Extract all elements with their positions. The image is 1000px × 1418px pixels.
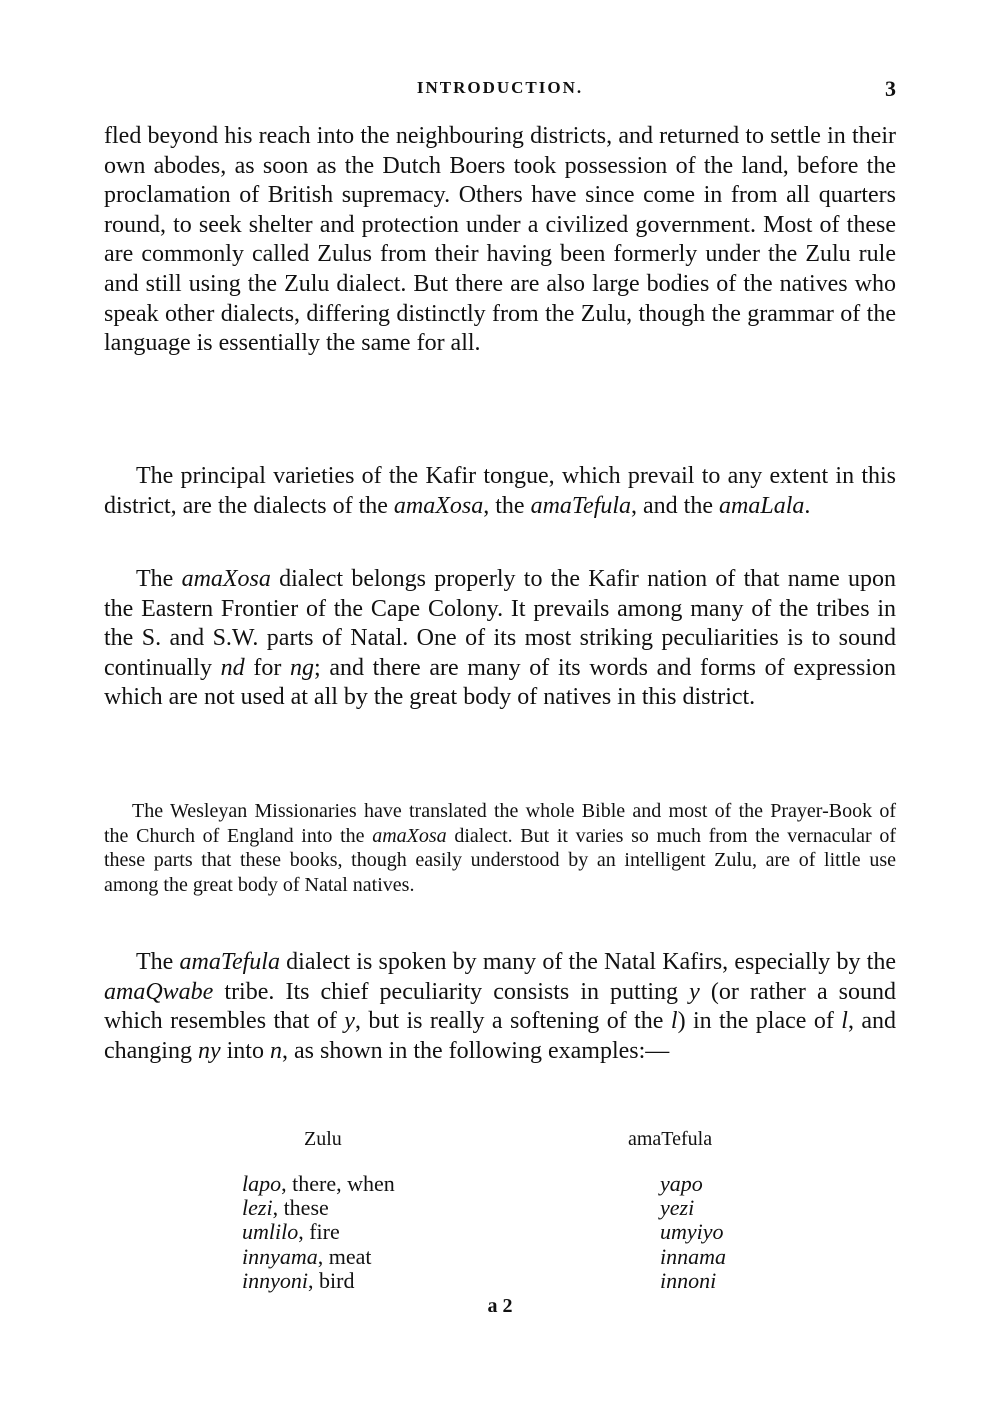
missionary-note: The Wesleyan Missionaries have translated the whole Bible and most of the Prayer-Book of the Church of England into the amaXosa dialect. But it varies so much from the vernacular of these parts that these books, though easily understood by an intelligent Zulu, are of little use among the great body of Natal natives. — [104, 800, 897, 896]
list-item: umlilo, fire — [242, 1219, 340, 1245]
paragraph-3: The amaXosa dialect belongs properly to the Kafir nation of that name upon the Eastern Frontier of the Cape Colony. It prevails among many of the tribes in the S. and S.W. parts of Natal. One of its most striking peculiarities is to sound continually nd for ng; and there are many of its words and forms of expression which are not used at all by the great body of natives in this district. — [104, 566, 897, 711]
list-item: lapo, there, when — [242, 1171, 395, 1196]
list-item: yapo — [660, 1171, 703, 1196]
list-item: innama — [660, 1243, 726, 1269]
list-item: yezi — [660, 1195, 695, 1221]
paragraph-2: The principal varieties of the Kafir tongue, which prevail to any extent in this district, are the dialects of the amaXosa, the amaTefula, and the amaLala. — [104, 463, 896, 519]
list-item: innyama, meat — [242, 1243, 372, 1269]
paragraph-4: The amaTefula dialect is spoken by many of the Natal Kafirs, especially by the amaQwabe tribe. Its chief peculiarity consists in putting y (or rather a sound which resembles that of y, but is really a softening of the l) in the place of l, and changing ny into n, as shown in the following examples:— — [104, 949, 897, 1064]
list-item: innoni — [660, 1267, 717, 1293]
zulu-examples — [242, 1172, 395, 1293]
list-item: lezi, these — [242, 1195, 329, 1221]
signature-mark: a 2 — [487, 1295, 513, 1317]
tefula-examples — [660, 1172, 726, 1293]
zulu-column-header: Zulu — [304, 1128, 342, 1150]
list-item: innyoni, bird — [242, 1267, 355, 1293]
running-title: INTRODUCTION. — [416, 78, 584, 97]
page-number: 3 — [885, 76, 896, 101]
tefula-column-header: amaTefula — [628, 1128, 713, 1150]
paragraph-1: fled beyond his reach into the neighbouring districts, and returned to settle in their own abodes, as soon as the Dutch Boers took possession of the land, before the proclamation of British supremacy. Others have since come in from all quarters round, to seek shelter and protection under a civilized government. Most of these are commonly called Zulus from their having been formerly under the Zulu rule and still using the Zulu dialect. But there are also large bodies of the natives who speak other dialects, differing distinctly from the Zulu, though the grammar of the language is essentially the same for all. — [104, 123, 896, 357]
running-header — [104, 78, 896, 102]
list-item: umyiyo — [660, 1219, 724, 1245]
